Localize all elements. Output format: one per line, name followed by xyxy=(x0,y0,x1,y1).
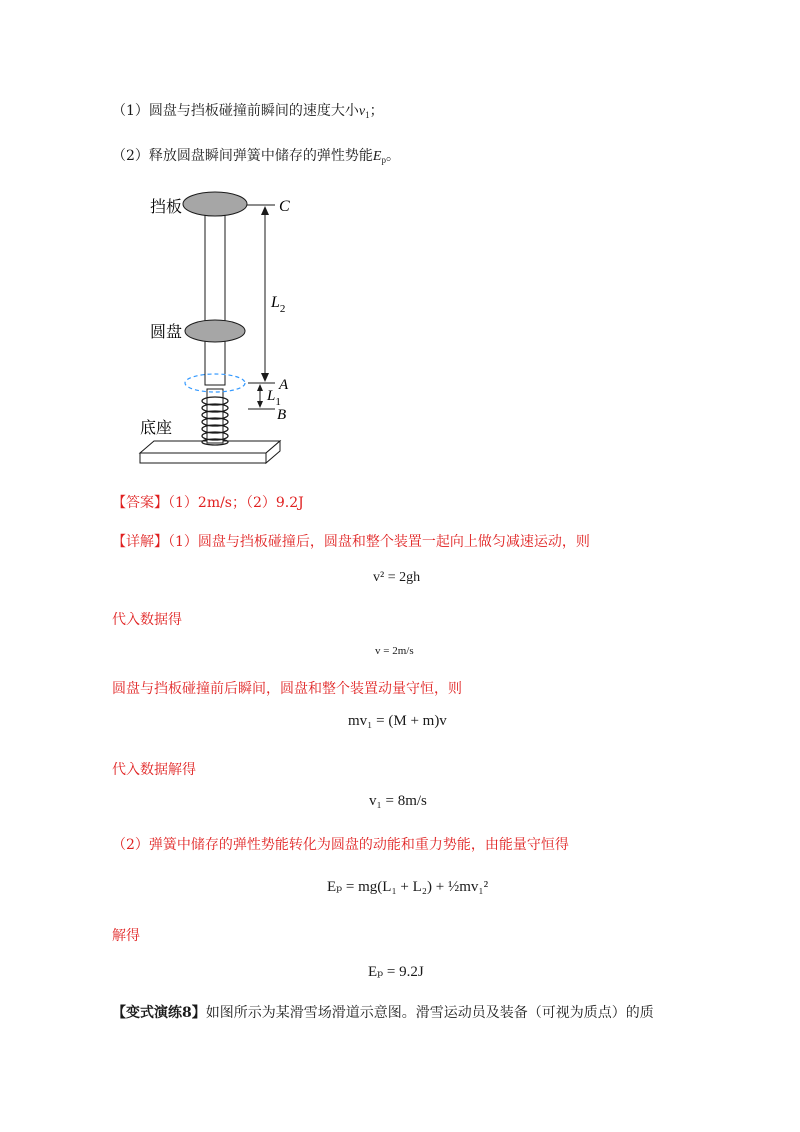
explanation-p5: （2）弹簧中储存的弹性势能转化为圆盘的动能和重力势能，由能量守恒得 xyxy=(112,837,569,853)
baffle-disk xyxy=(183,192,247,216)
answer-line xyxy=(112,492,304,512)
point-a: A xyxy=(279,377,289,393)
l2-arrow-head-top xyxy=(261,206,269,215)
equation-6: Eₚ = 9.2J xyxy=(368,964,424,980)
length-l2-sub: 2 xyxy=(279,303,286,315)
equation-4: v₁ = 8m/s xyxy=(369,793,427,809)
explanation-p6: 解得 xyxy=(112,928,140,944)
equation-1: v² = 2gh xyxy=(373,570,421,585)
length-l1-symbol: L xyxy=(267,388,276,404)
disk xyxy=(185,320,245,342)
point-c: C xyxy=(279,198,290,215)
next-problem-text: 如图所示为某滑雪场滑道示意图。滑雪运动员及装备（可视为质点）的质 xyxy=(205,1005,654,1021)
question-1-end: ； xyxy=(369,103,384,119)
explanation-p4: 代入数据解得 xyxy=(112,762,196,778)
question-2-variable-sub: p xyxy=(381,155,386,165)
label-disk: 圆盘 xyxy=(150,324,183,341)
label-baffle: 挡板 xyxy=(150,199,183,216)
question-1-variable-sub: 1 xyxy=(365,110,370,120)
answer-content: （1）2m/s；（2）9.2J xyxy=(168,495,304,511)
base-plate-front xyxy=(140,453,266,463)
explanation-p1-text: （1）圆盘与挡板碰撞后，圆盘和整个装置一起向上做匀减速运动，则 xyxy=(168,534,590,550)
answer-tag: 【答案】 xyxy=(112,495,168,511)
l1-arrow-head-top xyxy=(257,384,263,391)
length-l2 xyxy=(270,294,285,315)
question-1 xyxy=(112,100,384,120)
question-1-variable: v xyxy=(358,104,366,119)
question-2-variable: E xyxy=(372,149,382,164)
question-2-text: （2）释放圆盘瞬间弹簧中储存的弹性势能 xyxy=(112,148,373,164)
equation-5: Eₚ = mg(L₁ + L₂) + ½mv₁² xyxy=(327,879,489,895)
middle-rod xyxy=(205,337,225,385)
upper-rod xyxy=(205,210,225,328)
length-l1-sub: 1 xyxy=(275,396,281,408)
label-base: 底座 xyxy=(140,420,173,437)
next-problem xyxy=(112,1002,654,1022)
apparatus-figure xyxy=(130,185,310,475)
question-1-text: （1）圆盘与挡板碰撞前瞬间的速度大小 xyxy=(112,103,359,119)
explanation-p1 xyxy=(112,531,590,551)
explanation-p2: 代入数据得 xyxy=(112,612,182,628)
next-problem-tag: 【变式演练8】 xyxy=(112,1005,206,1021)
l2-arrow-head-bottom xyxy=(261,373,269,382)
question-2-end: 。 xyxy=(385,148,400,164)
equation-2: v = 2m/s xyxy=(375,645,414,657)
equation-3: mv₁ = (M + m)v xyxy=(348,713,447,729)
explanation-tag: 【详解】 xyxy=(112,534,168,550)
length-l2-symbol: L xyxy=(271,294,280,311)
explanation-p3: 圆盘与挡板碰撞前后瞬间，圆盘和整个装置动量守恒，则 xyxy=(112,681,462,697)
question-2 xyxy=(112,145,400,165)
l1-arrow-head-bottom xyxy=(257,401,263,408)
point-b: B xyxy=(277,407,287,423)
